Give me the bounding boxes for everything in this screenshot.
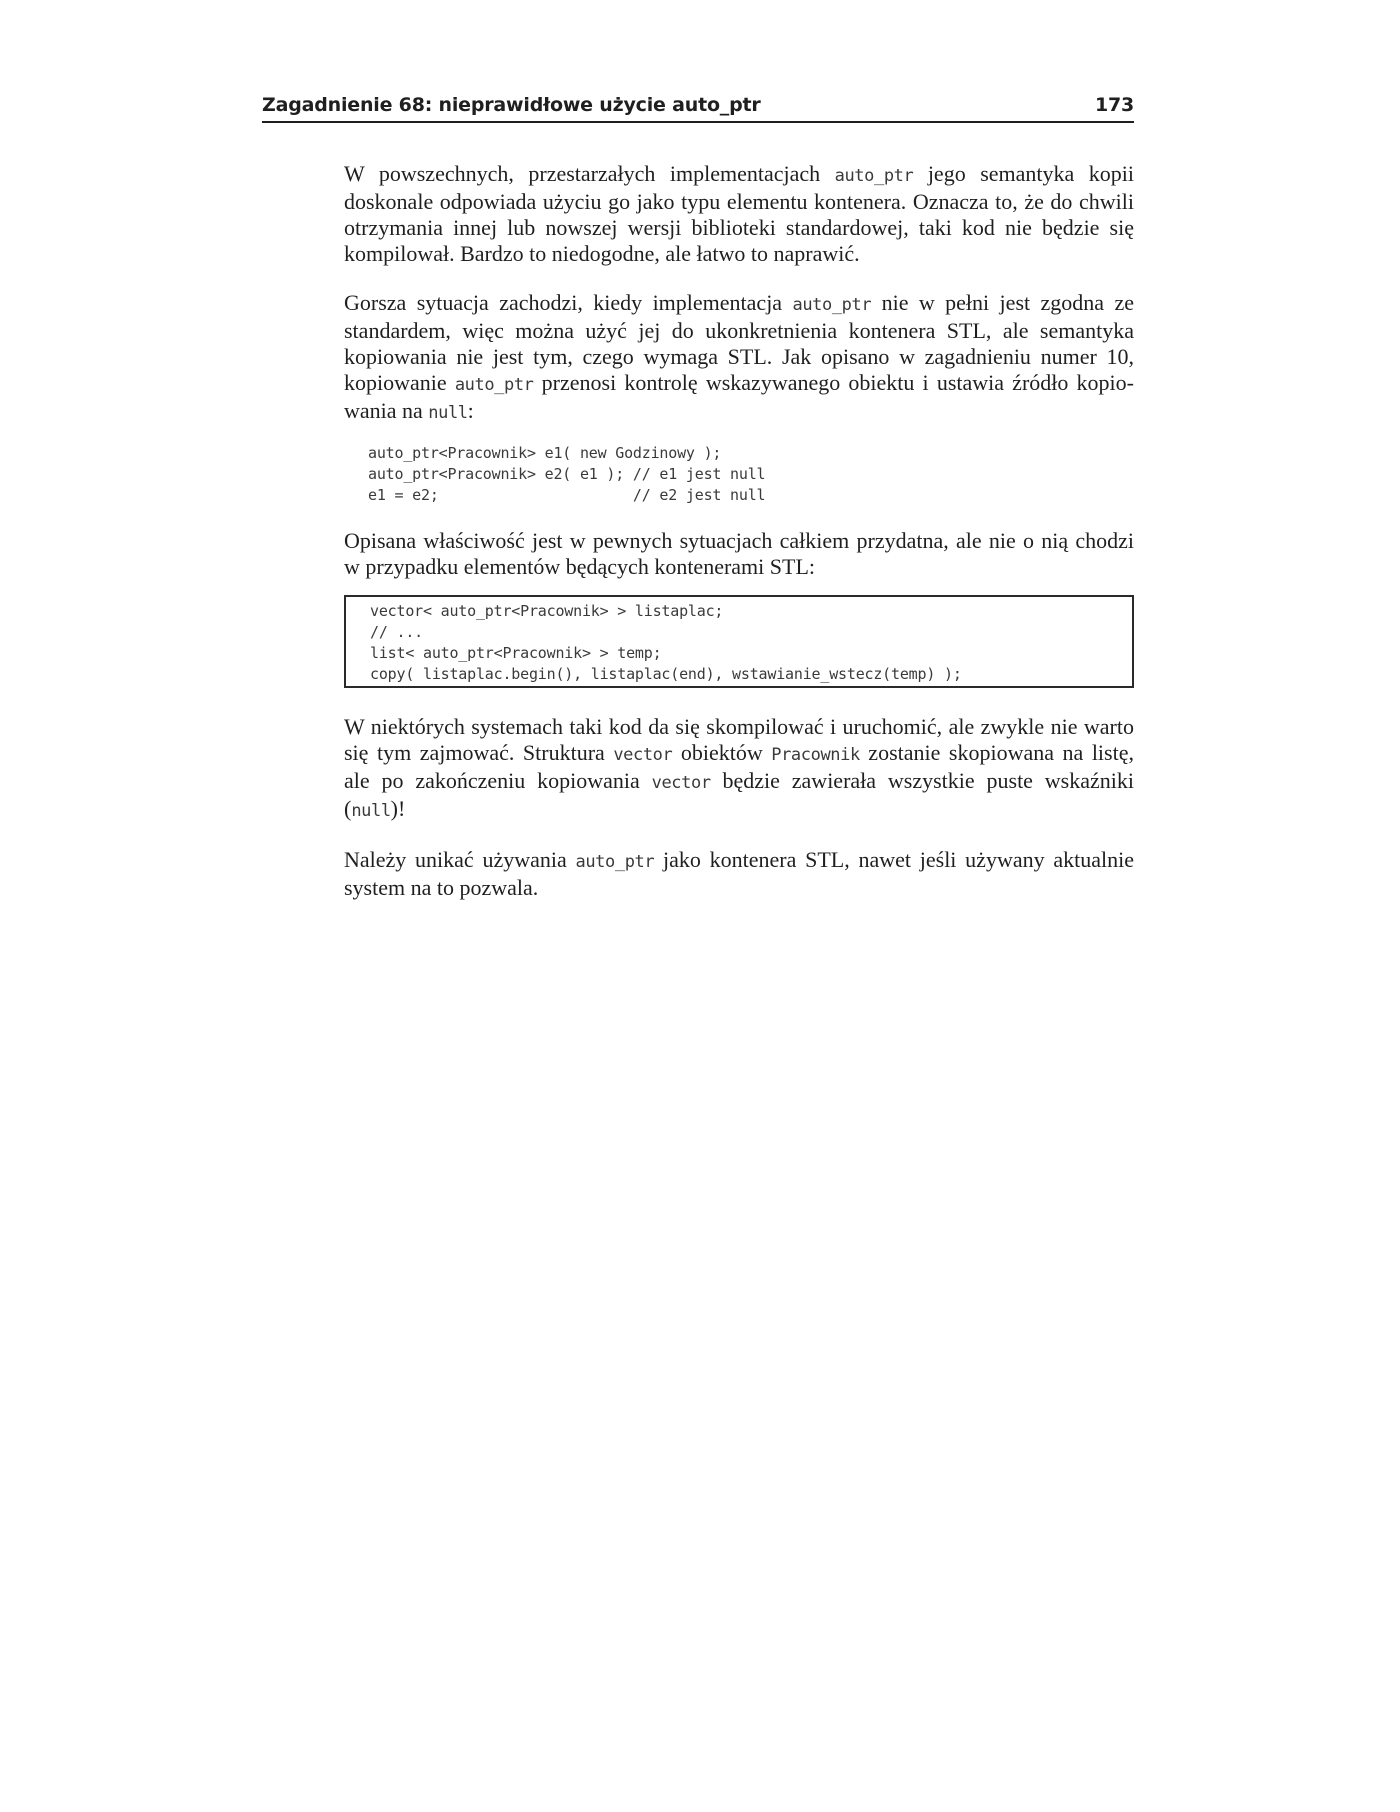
- chapter-title: Zagadnienie 68: nieprawidłowe użycie auto_ptr: [262, 94, 761, 116]
- inline-code: null: [428, 403, 468, 423]
- paragraph-5: Należy unikać używania auto_ptr jako kontenera STL, nawet jeśli używany aktualnie system na to pozwala.: [344, 847, 1134, 900]
- inline-code: Pracownik: [771, 745, 860, 765]
- inline-code: vector: [651, 773, 711, 793]
- code-line: vector< auto_ptr<Pracownik> > listaplac;: [370, 602, 724, 620]
- page-number: 173: [1094, 94, 1134, 116]
- book-page: [262, 94, 1134, 924]
- inline-code: auto_ptr: [792, 295, 872, 315]
- code-listing-1: [368, 443, 1134, 506]
- code-line: auto_ptr<Pracownik> e2( e1 ); // e1 jest null: [368, 465, 766, 483]
- inline-code: auto_ptr: [454, 375, 534, 395]
- code-line: auto_ptr<Pracownik> e1( new Godzinowy );: [368, 444, 722, 462]
- code-line: // ...: [370, 623, 423, 641]
- code-listing-2-boxed: [344, 595, 1134, 688]
- paragraph-4: W niektórych systemach taki kod da się skompilować i uruchomić, ale zwykle nie warto się tym zajmować. Struktura vector obiektów Pracownik zostanie skopiowana na listę, ale po zakończeniu kopiowania vector będzie zawierała wszystkie puste wskaźniki (null)!: [344, 714, 1135, 821]
- code-line: copy( listaplac.begin(), listaplac(end), wstawianie_wstecz(temp) );: [370, 665, 962, 683]
- inline-code: auto_ptr: [575, 852, 655, 872]
- page-body: [344, 161, 1134, 901]
- paragraph-1: W powszechnych, przestarzałych implementacjach auto_ptr jego semantyka kopii doskonale odpowiada użyciu go jako typu elementu kontenera. Oznacza to, że do chwili otrzymania innej lub nowszej wersji biblioteki standardowej, taki kod nie będzie się kompilował. Bardzo to niedogodne, ale łatwo to naprawić.: [344, 161, 1134, 266]
- paragraph-3: Opisana właściwość jest w pewnych sytuacjach całkiem przydatna, ale nie o nią chodzi w przypadku elementów będących kontenerami STL:: [344, 528, 1134, 579]
- running-header: [262, 94, 1134, 123]
- inline-code: auto_ptr: [834, 166, 914, 186]
- code-line: list< auto_ptr<Pracownik> > temp;: [370, 644, 662, 662]
- code-line: e1 = e2; // e2 jest null: [368, 486, 766, 504]
- inline-code: vector: [613, 745, 673, 765]
- paragraph-2: Gorsza sytuacja zachodzi, kiedy implementacja auto_ptr nie w pełni jest zgodna ze standardem, więc można użyć jej do ukonkretnienia kontenera STL, ale semantyka kopiowania nie jest tym, czego wymaga STL. Jak opisano w zagadnieniu numer 10, kopiowanie auto_ptr przenosi kontrolę wskazywanego obiektu i ustawia źródło kopio-wania na null:: [344, 290, 1134, 423]
- inline-code: null: [351, 801, 391, 821]
